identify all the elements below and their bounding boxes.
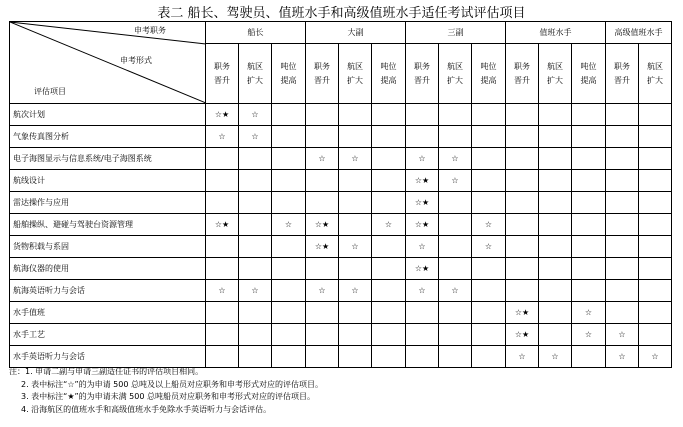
assessment-mark bbox=[239, 214, 272, 236]
assessment-mark bbox=[639, 324, 672, 346]
assessment-mark bbox=[439, 346, 472, 368]
assessment-mark: ☆ bbox=[572, 302, 606, 324]
assessment-mark: ☆ bbox=[606, 324, 639, 346]
table-row bbox=[10, 258, 672, 280]
assessment-mark: ☆ bbox=[606, 346, 639, 368]
position-chief-mate: 大副 bbox=[306, 22, 406, 44]
assessment-mark bbox=[439, 104, 472, 126]
position-able-rating: 高级值班水手 bbox=[606, 22, 672, 44]
table-row bbox=[10, 170, 672, 192]
assessment-mark bbox=[272, 192, 306, 214]
assessment-mark bbox=[239, 258, 272, 280]
table-row bbox=[10, 104, 672, 126]
assessment-mark bbox=[206, 170, 239, 192]
position-third-mate: 三副 bbox=[406, 22, 506, 44]
table-row bbox=[10, 324, 672, 346]
assessment-mark bbox=[339, 104, 372, 126]
assessment-mark bbox=[339, 170, 372, 192]
assessment-mark: ☆ bbox=[406, 236, 439, 258]
assessment-mark bbox=[372, 192, 406, 214]
assessment-mark bbox=[272, 324, 306, 346]
assessment-mark: ☆★ bbox=[206, 214, 239, 236]
table-title: 表二 船长、驾驶员、值班水手和高级值班水手适任考试评估项目 bbox=[157, 6, 526, 21]
assessment-mark bbox=[372, 148, 406, 170]
assessment-mark: ☆ bbox=[206, 280, 239, 302]
assessment-mark: ☆★ bbox=[406, 170, 439, 192]
assessment-mark bbox=[539, 126, 572, 148]
note-1: 注：1. 申请二副与申请三副适任证书的评估项目相同。 bbox=[9, 367, 204, 376]
header-diagonal-cell bbox=[10, 22, 206, 104]
assessment-mark bbox=[339, 214, 372, 236]
assessment-mark bbox=[606, 104, 639, 126]
assessment-mark bbox=[439, 302, 472, 324]
assessment-mark bbox=[506, 258, 539, 280]
assessment-mark: ☆ bbox=[372, 214, 406, 236]
assessment-mark bbox=[506, 148, 539, 170]
assessment-item: 航线设计 bbox=[10, 170, 206, 192]
assessment-mark bbox=[306, 126, 339, 148]
assessment-mark: ☆★ bbox=[406, 258, 439, 280]
assessment-mark bbox=[572, 192, 606, 214]
assessment-mark bbox=[639, 148, 672, 170]
assessment-mark bbox=[372, 170, 406, 192]
table-row bbox=[10, 214, 672, 236]
table-row bbox=[10, 148, 672, 170]
assessment-mark: ☆★ bbox=[306, 214, 339, 236]
assessment-mark bbox=[472, 148, 506, 170]
note-4: 4. 沿海航区的值班水手和高级值班水手免除水手英语听力与会话评估。 bbox=[21, 404, 272, 414]
assessment-mark bbox=[539, 214, 572, 236]
assessment-mark bbox=[639, 126, 672, 148]
assessment-item: 货物积载与系固 bbox=[10, 236, 206, 258]
assessment-mark bbox=[339, 192, 372, 214]
assessment-mark: ☆ bbox=[639, 346, 672, 368]
assessment-item: 雷达操作与应用 bbox=[10, 192, 206, 214]
note-2: 2. 表中标注“☆”的为申请 500 总吨及以上船员对应职务和申考形式对应的评估项目。 bbox=[21, 379, 323, 389]
assessment-mark bbox=[572, 126, 606, 148]
assessment-item: 电子海图显示与信息系统/电子海图系统 bbox=[10, 148, 206, 170]
assessment-mark bbox=[639, 214, 672, 236]
assessment-mark bbox=[272, 126, 306, 148]
assessment-mark bbox=[439, 236, 472, 258]
header-position-label: 申考职务 bbox=[134, 26, 166, 35]
table-row bbox=[10, 126, 672, 148]
assessment-mark bbox=[606, 280, 639, 302]
assessment-mark bbox=[472, 324, 506, 346]
assessment-mark bbox=[406, 324, 439, 346]
assessment-mark bbox=[539, 280, 572, 302]
assessment-mark bbox=[506, 280, 539, 302]
assessment-mark bbox=[439, 126, 472, 148]
assessment-mark: ☆ bbox=[206, 126, 239, 148]
assessment-mark: ☆ bbox=[272, 214, 306, 236]
form-header: 职务 晋升 bbox=[406, 44, 439, 104]
assessment-mark bbox=[206, 148, 239, 170]
table-row bbox=[10, 346, 672, 368]
assessment-mark bbox=[239, 148, 272, 170]
assessment-mark bbox=[306, 302, 339, 324]
assessment-mark bbox=[406, 126, 439, 148]
assessment-mark bbox=[239, 236, 272, 258]
assessment-mark bbox=[372, 324, 406, 346]
assessment-mark bbox=[572, 104, 606, 126]
assessment-mark: ☆ bbox=[306, 280, 339, 302]
assessment-mark bbox=[206, 346, 239, 368]
assessment-mark: ☆★ bbox=[306, 236, 339, 258]
header-form-label: 申考形式 bbox=[120, 56, 152, 65]
assessment-mark bbox=[539, 258, 572, 280]
assessment-mark bbox=[472, 104, 506, 126]
assessment-mark bbox=[439, 192, 472, 214]
assessment-mark: ☆ bbox=[306, 148, 339, 170]
assessment-mark bbox=[539, 192, 572, 214]
assessment-mark bbox=[406, 302, 439, 324]
form-header: 职务 晋升 bbox=[206, 44, 239, 104]
position-captain: 船长 bbox=[206, 22, 306, 44]
assessment-mark: ☆ bbox=[339, 148, 372, 170]
form-header: 航区 扩大 bbox=[339, 44, 372, 104]
assessment-mark bbox=[539, 324, 572, 346]
form-header: 职务 晋升 bbox=[506, 44, 539, 104]
assessment-item: 水手值班 bbox=[10, 302, 206, 324]
assessment-mark bbox=[639, 170, 672, 192]
assessment-mark bbox=[239, 346, 272, 368]
assessment-item: 航次计划 bbox=[10, 104, 206, 126]
assessment-mark bbox=[272, 346, 306, 368]
assessment-mark bbox=[472, 126, 506, 148]
assessment-mark bbox=[339, 258, 372, 280]
form-header: 吨位 提高 bbox=[572, 44, 606, 104]
assessment-mark bbox=[606, 214, 639, 236]
form-header: 航区 扩大 bbox=[539, 44, 572, 104]
assessment-mark bbox=[306, 192, 339, 214]
table-row bbox=[10, 236, 672, 258]
assessment-mark bbox=[606, 192, 639, 214]
table-row bbox=[10, 302, 672, 324]
assessment-mark bbox=[572, 148, 606, 170]
assessment-mark bbox=[472, 192, 506, 214]
assessment-item: 航海英语听力与会话 bbox=[10, 280, 206, 302]
assessment-mark bbox=[206, 258, 239, 280]
form-header: 吨位 提高 bbox=[272, 44, 306, 104]
assessment-mark bbox=[372, 236, 406, 258]
assessment-mark bbox=[339, 346, 372, 368]
assessment-mark bbox=[306, 258, 339, 280]
assessment-mark bbox=[339, 302, 372, 324]
assessment-mark bbox=[306, 346, 339, 368]
table-row bbox=[10, 192, 672, 214]
assessment-mark bbox=[406, 346, 439, 368]
assessment-mark bbox=[506, 192, 539, 214]
assessment-mark bbox=[239, 324, 272, 346]
assessment-mark bbox=[306, 104, 339, 126]
assessment-mark bbox=[239, 302, 272, 324]
assessment-mark: ☆ bbox=[339, 280, 372, 302]
note-3: 3. 表中标注“★”的为申请未满 500 总吨船员对应职务和申考形式对应的评估项目。 bbox=[21, 392, 315, 401]
header-item-label: 评估项目 bbox=[34, 87, 66, 96]
assessment-mark bbox=[472, 302, 506, 324]
assessment-mark bbox=[606, 258, 639, 280]
assessment-mark bbox=[472, 258, 506, 280]
assessment-mark: ☆ bbox=[239, 280, 272, 302]
assessment-item: 船舶操纵、避碰与驾驶台资源管理 bbox=[10, 214, 206, 236]
assessment-mark bbox=[539, 148, 572, 170]
assessment-mark bbox=[472, 346, 506, 368]
assessment-mark bbox=[572, 236, 606, 258]
assessment-item: 水手工艺 bbox=[10, 324, 206, 346]
assessment-mark bbox=[506, 236, 539, 258]
assessment-mark bbox=[306, 324, 339, 346]
assessment-mark bbox=[606, 236, 639, 258]
assessment-mark bbox=[439, 258, 472, 280]
assessment-mark bbox=[206, 192, 239, 214]
assessment-mark: ☆★ bbox=[406, 192, 439, 214]
assessment-mark bbox=[506, 126, 539, 148]
assessment-mark bbox=[339, 126, 372, 148]
assessment-mark bbox=[472, 170, 506, 192]
assessment-mark bbox=[372, 126, 406, 148]
form-header: 吨位 提高 bbox=[372, 44, 406, 104]
assessment-mark bbox=[272, 148, 306, 170]
assessment-mark bbox=[439, 324, 472, 346]
assessment-mark bbox=[639, 280, 672, 302]
assessment-mark bbox=[639, 302, 672, 324]
assessment-mark bbox=[606, 302, 639, 324]
assessment-item: 水手英语听力与会话 bbox=[10, 346, 206, 368]
assessment-mark bbox=[606, 170, 639, 192]
assessment-mark: ☆ bbox=[239, 126, 272, 148]
assessment-mark: ☆ bbox=[472, 214, 506, 236]
form-header: 航区 扩大 bbox=[239, 44, 272, 104]
assessment-mark bbox=[372, 346, 406, 368]
assessment-mark bbox=[539, 236, 572, 258]
assessment-mark bbox=[272, 302, 306, 324]
assessment-mark bbox=[206, 236, 239, 258]
form-header: 吨位 提高 bbox=[472, 44, 506, 104]
assessment-mark bbox=[639, 192, 672, 214]
assessment-mark bbox=[506, 104, 539, 126]
assessment-table bbox=[9, 21, 672, 368]
assessment-mark bbox=[272, 258, 306, 280]
assessment-mark: ☆ bbox=[239, 104, 272, 126]
assessment-mark: ☆ bbox=[339, 236, 372, 258]
assessment-mark bbox=[239, 170, 272, 192]
form-header: 职务 晋升 bbox=[306, 44, 339, 104]
assessment-mark bbox=[206, 324, 239, 346]
form-header: 航区 扩大 bbox=[439, 44, 472, 104]
assessment-mark: ☆★ bbox=[206, 104, 239, 126]
assessment-mark: ☆ bbox=[539, 346, 572, 368]
assessment-mark bbox=[572, 258, 606, 280]
assessment-mark: ☆★ bbox=[406, 214, 439, 236]
assessment-mark bbox=[539, 104, 572, 126]
assessment-mark: ☆ bbox=[439, 280, 472, 302]
assessment-mark bbox=[572, 214, 606, 236]
assessment-mark: ☆ bbox=[406, 280, 439, 302]
assessment-mark bbox=[239, 192, 272, 214]
notes bbox=[9, 366, 323, 416]
assessment-item: 气象传真图分析 bbox=[10, 126, 206, 148]
assessment-mark bbox=[639, 104, 672, 126]
assessment-mark bbox=[406, 104, 439, 126]
assessment-mark bbox=[272, 280, 306, 302]
assessment-mark bbox=[639, 236, 672, 258]
position-rating: 值班水手 bbox=[506, 22, 606, 44]
assessment-mark bbox=[272, 236, 306, 258]
assessment-mark bbox=[572, 280, 606, 302]
assessment-mark: ☆ bbox=[406, 148, 439, 170]
assessment-mark: ☆ bbox=[439, 170, 472, 192]
assessment-mark bbox=[272, 170, 306, 192]
assessment-mark: ☆★ bbox=[506, 324, 539, 346]
assessment-mark bbox=[372, 302, 406, 324]
assessment-mark: ☆★ bbox=[506, 302, 539, 324]
assessment-mark bbox=[606, 148, 639, 170]
assessment-mark bbox=[439, 214, 472, 236]
assessment-mark: ☆ bbox=[439, 148, 472, 170]
table-row bbox=[10, 280, 672, 302]
assessment-mark bbox=[572, 346, 606, 368]
assessment-mark: ☆ bbox=[506, 346, 539, 368]
assessment-mark bbox=[372, 258, 406, 280]
assessment-mark bbox=[539, 170, 572, 192]
assessment-mark: ☆ bbox=[572, 324, 606, 346]
assessment-mark bbox=[472, 280, 506, 302]
assessment-mark: ☆ bbox=[472, 236, 506, 258]
assessment-mark bbox=[506, 214, 539, 236]
assessment-mark bbox=[272, 104, 306, 126]
assessment-mark bbox=[639, 258, 672, 280]
assessment-mark bbox=[572, 170, 606, 192]
assessment-mark bbox=[206, 302, 239, 324]
assessment-item: 航海仪器的使用 bbox=[10, 258, 206, 280]
assessment-mark bbox=[306, 170, 339, 192]
assessment-mark bbox=[606, 126, 639, 148]
assessment-mark bbox=[372, 104, 406, 126]
form-header: 航区 扩大 bbox=[639, 44, 672, 104]
assessment-mark bbox=[372, 280, 406, 302]
assessment-mark bbox=[539, 302, 572, 324]
assessment-mark bbox=[339, 324, 372, 346]
form-header: 职务 晋升 bbox=[606, 44, 639, 104]
assessment-mark bbox=[506, 170, 539, 192]
